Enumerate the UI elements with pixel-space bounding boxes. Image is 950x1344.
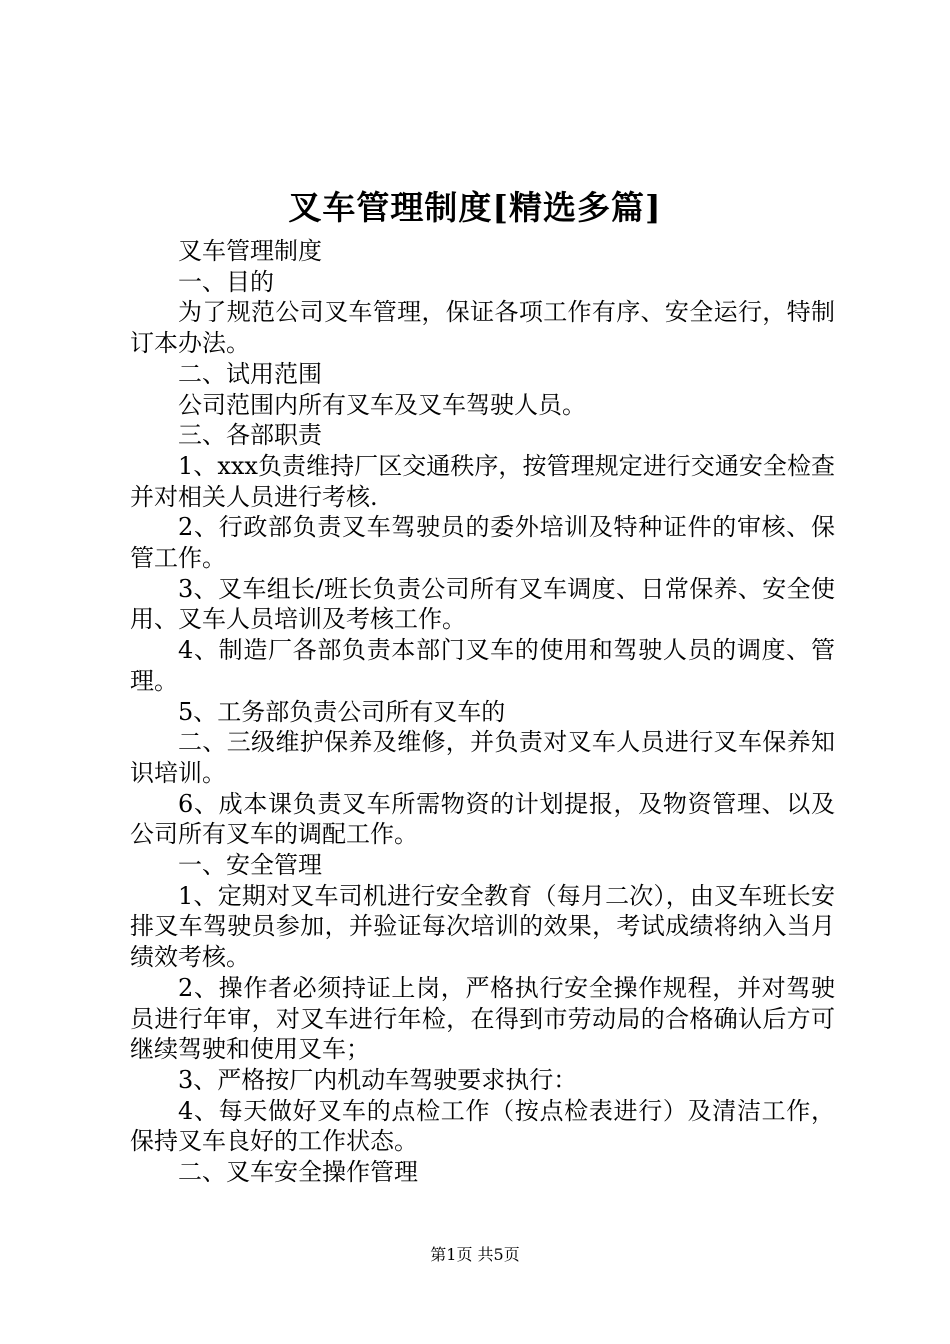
page-footer: 第1页 共5页 — [430, 1245, 520, 1264]
paragraph: 2、操作者必须持证上岗，严格执行安全操作规程，并对驾驶员进行年审，对叉车进行年检，在得到市劳动局的合格确认后方可继续驾驶和使用叉车； — [130, 973, 835, 1064]
paragraph: 一、安全管理 — [178, 851, 322, 880]
document-title: 叉车管理制度[精选多篇] — [288, 188, 662, 227]
paragraph: 2、行政部负责叉车驾驶员的委外培训及特种证件的审核、保管工作。 — [130, 513, 835, 573]
paragraph: 3、叉车组长/班长负责公司所有叉车调度、日常保养、安全使用、叉车人员培训及考核工作。 — [130, 574, 835, 634]
paragraph: 二、三级维护保养及维修，并负责对叉车人员进行叉车保养知识培训。 — [130, 728, 835, 787]
paragraph: 5、工务部负责公司所有叉车的 — [178, 697, 506, 726]
paragraph: 二、试用范围 — [178, 359, 322, 388]
document-body — [130, 236, 835, 1188]
paragraph: 为了规范公司叉车管理，保证各项工作有序、安全运行，特制订本办法。 — [130, 298, 835, 358]
paragraph: 1、定期对叉车司机进行安全教育（每月二次），由叉车班长安排叉车驾驶员参加，并验证每次培训的效果，考试成绩将纳入当月绩效考核。 — [130, 881, 835, 972]
paragraph: 三、各部职责 — [178, 421, 322, 450]
paragraph: 4、每天做好叉车的点检工作（按点检表进行）及清洁工作，保持叉车良好的工作状态。 — [130, 1096, 835, 1156]
paragraph: 二、叉车安全操作管理 — [178, 1158, 418, 1187]
paragraph: 4、制造厂各部负责本部门叉车的使用和驾驶人员的调度、管理。 — [130, 636, 835, 695]
paragraph: 3、严格按厂内机动车驾驶要求执行： — [178, 1065, 578, 1094]
paragraph: 6、成本课负责叉车所需物资的计划提报，及物资管理、以及公司所有叉车的调配工作。 — [130, 789, 835, 849]
paragraph: 一、目的 — [178, 267, 274, 296]
paragraph: 叉车管理制度 — [178, 237, 322, 265]
paragraph: 1、xxx负责维持厂区交通秩序，按管理规定进行交通安全检查并对相关人员进行考核. — [130, 451, 835, 511]
paragraph: 公司范围内所有叉车及叉车驾驶人员。 — [178, 390, 586, 419]
